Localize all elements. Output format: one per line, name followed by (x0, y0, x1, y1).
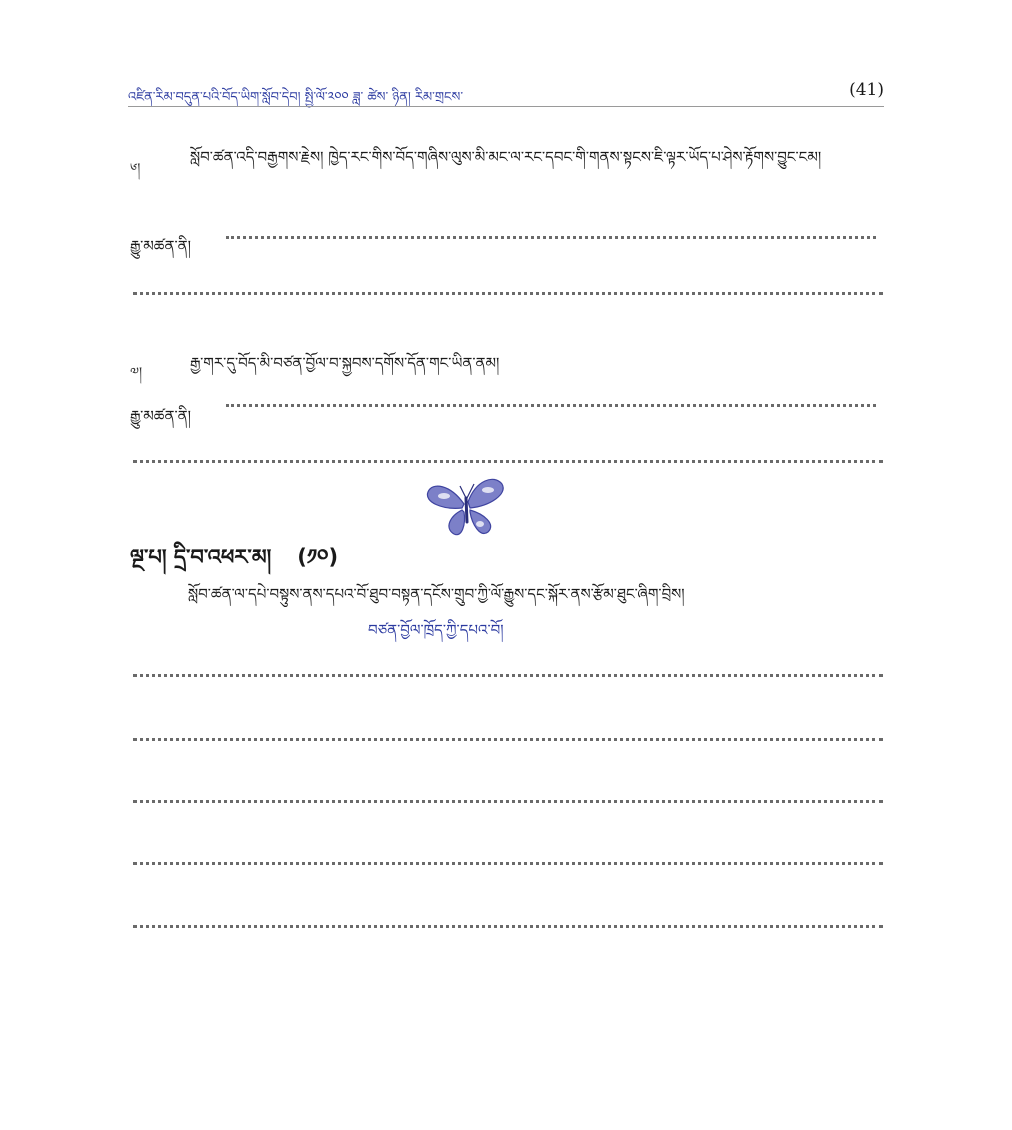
question-6-number: ༦། (130, 161, 141, 177)
question-7-text: རྒྱ་གར་དུ་བོད་མི་བཙན་བྱོལ་བ་སྐྱབས་དགོས་དོན་གང་ཡིན་ནམ། (190, 354, 500, 372)
answer-line (133, 862, 883, 865)
butterfly-icon (424, 470, 510, 542)
question-7-number: ༧། (130, 365, 143, 381)
answer-line (133, 674, 883, 677)
answer-line (226, 236, 876, 239)
answer-line (133, 460, 883, 463)
section-points: (༡༠) (297, 545, 339, 569)
section-prompt: སློབ་ཚན་ལ་དཔེ་བསྟུས་ནས་དཔའ་བོ་ཐུབ་བསྟན་དངོས་གྲུབ་ཀྱི་ལོ་རྒྱུས་དང་སྐོར་ནས་རྩོམ་ཐུང་ཞིག་བྲིས། (188, 585, 685, 603)
page-header (128, 78, 884, 108)
header-rule (128, 106, 884, 107)
section-prompt-subtitle: བཙན་བྱོལ་ཁྲོད་ཀྱི་དཔའ་བོ། (368, 621, 504, 639)
question-6-answer-label: རྒྱུ་མཚན་ནི། (130, 237, 191, 255)
section-title-text: ལྔ་པ། དྲི་བ་འཕར་མ། (130, 545, 272, 569)
question-7-answer-label: རྒྱུ་མཚན་ནི། (130, 407, 191, 425)
page-number: (41) (849, 80, 884, 100)
answer-line (133, 292, 883, 295)
answer-line (133, 925, 883, 928)
answer-line (133, 800, 883, 803)
answer-line (133, 738, 883, 741)
question-6-text: སློབ་ཚན་འདི་བརྒྱགས་རྗེས། ཁྱེད་རང་གིས་བོད་གཞིས་ལུས་མི་མང་ལ་རང་དབང་གི་གནས་སྟངས་ཇི་ལྟར་ཡོད་པ་ཤེས་རྟོགས་བྱུང་ངམ། (190, 148, 822, 166)
running-head: འཛིན་རིམ་བདུན་པའི་བོད་ཡིག་སློབ་དེབ། སྤྱི་ལོ་༢༠༠ ཟླ་ ཚེས་ ཉིན། རིམ་གྲངས་ (128, 90, 464, 105)
answer-line (226, 404, 876, 407)
